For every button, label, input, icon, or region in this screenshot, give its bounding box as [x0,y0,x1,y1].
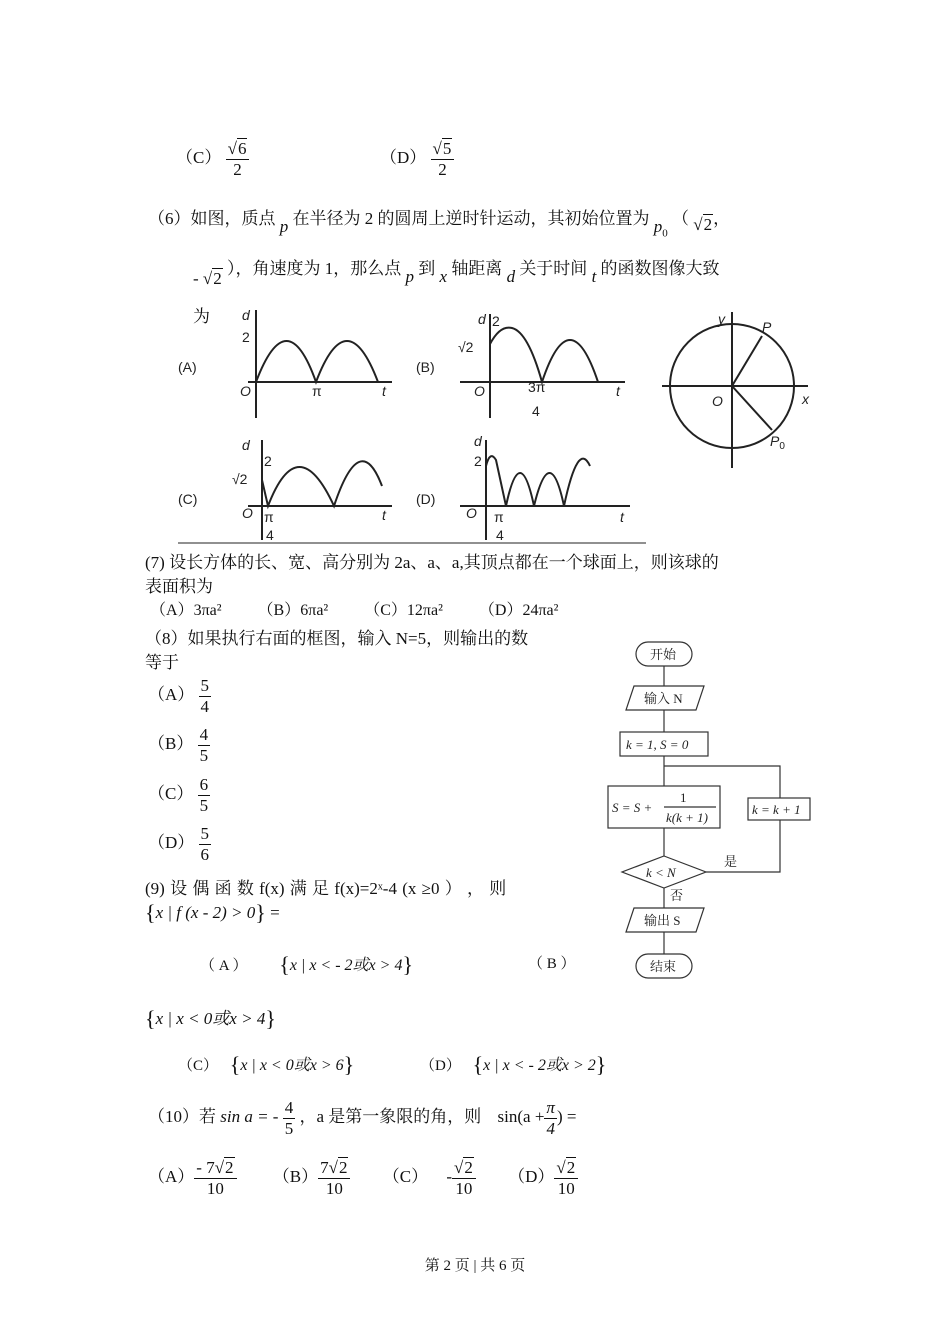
q7-option-a: （A）3πa² [150,602,222,619]
q6-text: 关于时间 [519,259,588,278]
graph-b-ytick: 2 [492,313,500,329]
graph-c-xtick-num: π [264,509,274,525]
circle-p0-label: $P_0$ [770,433,785,452]
q7-option-b: （B）6πa² [257,602,329,619]
denominator: 2 [438,159,447,179]
graph-b-xaxis: t [616,383,620,399]
graph-d-xtick-num: π [494,509,504,525]
q10-text: ，a 是第一象限的角，则 [299,1106,482,1126]
q9-line1: (9) 设 偶 函 数 f(x) 满 足 f(x)=2ˣ-4 (x ≥0 ） ， 则 [145,879,507,898]
q10-option-c: （C） - $\frac{√2}{10}$ [383,1167,476,1186]
q10-option-b: （B） $\frac{7√2}{10}$ [273,1167,351,1186]
q9-option-c: （C） {x | x < 0或x > 6} [178,1052,355,1077]
q8-line2: 等于 [145,653,179,672]
q8-option-a: （A） $\frac{5}{4}$ [148,676,210,716]
q9-option-b-label: （ B ） [528,956,576,972]
circle-figure [660,308,820,468]
numerator: 6 [237,139,247,158]
circle-x-label: x [802,391,809,407]
graph-d-label: (D) [416,491,436,507]
q7-line2: 表面积为 [145,577,213,596]
denominator: 2 [233,159,242,179]
q8-option-c: （C） $\frac{6}{5}$ [148,775,209,815]
var-t: t [591,267,597,286]
circle-origin-label: O [712,393,723,409]
graph-b-ytick2: √2 [458,339,474,355]
flow-no-label: 否 [670,888,684,903]
graph-a-xaxis: t [382,383,386,399]
q8-option-d: （D） $\frac{5}{6}$ [148,824,210,864]
flow-increment-text: k = k + 1 [752,802,801,817]
q10-line: （10）若 sin a = - $\frac{4}{5}$ ，a 是第一象限的角，则 sin(a + $\frac{\pi}{4}$ ) = [148,1098,577,1138]
flow-init-text: k = 1, S = 0 [626,737,689,752]
var-p0: $p_0$ [653,217,668,240]
q6-line2 [193,254,720,288]
q8-option-b: （B） $\frac{4}{5}$ [148,725,209,765]
q6-text: 到 [418,259,436,278]
neg-sqrt-2: - √2 [193,269,222,288]
flow-yes-label: 是 [724,854,738,869]
graph-b-label: (B) [416,359,435,375]
graph-c-xaxis: t [382,507,386,523]
q9-option-d: （D） {x | x < - 2或x > 2} [420,1052,607,1077]
numerator: 5 [442,139,452,158]
q7-options [150,597,558,620]
graph-d-origin: O [466,505,477,521]
q6-text: 的函数图像大致 [600,259,720,278]
equals: = [270,903,280,922]
q10-sin-a: sin a = - [220,1106,279,1126]
graph-a-ylabel: d [242,307,250,323]
graph-c-ytick: 2 [264,453,272,469]
graph-a-label: (A) [178,359,197,375]
var-d: d [506,267,516,286]
q10-option-a: （A） $\frac{- 7√2}{10}$ [148,1167,237,1186]
var-x: x [439,267,448,286]
q10-option-d: （D） $\frac{√2}{10}$ [508,1167,578,1186]
graph-b-ylabel: d [478,311,486,327]
flowchart [600,636,820,986]
fraction: $\frac{4}{5}$ [284,1098,294,1138]
q6-text: 轴距离 [451,259,503,278]
flow-input-text: 输入 N [644,691,683,706]
graph-b-xtick-den: 4 [532,403,540,419]
page-footer: 第 2 页 | 共 6 页 [424,1258,526,1274]
q8-line1: （8）如果执行右面的框图，输入 N=5，则输出的数 [145,629,529,648]
option-label: （C） [176,147,222,167]
q10-text: （10）若 [148,1106,216,1126]
flow-output-text: 输出 S [644,913,681,928]
graph-c-ytick2: √2 [232,471,248,487]
option-d-top [380,139,454,179]
graph-d-xtick-den: 4 [496,527,504,543]
circle-y-label: y [718,311,725,327]
graph-d-xaxis: t [620,509,624,525]
flow-update-den: k(k + 1) [666,810,708,825]
q6-line1: （6）如图，质点 p 在半径为 2 的圆周上逆时针运动，其初始位置为 $p_0$ （ √2， [148,209,731,240]
var-p: p [405,267,415,286]
q10-options [148,1158,578,1198]
q7-option-d: （D）24πa² [478,602,559,619]
fraction: $\frac{√6}{2}$ [226,139,250,179]
q6-line3: 为 [193,307,210,326]
option-c-top [176,139,249,179]
paren: （ [672,209,689,228]
flow-start-text: 开始 [650,647,677,662]
graph-a-origin: O [240,383,251,399]
graph-d-ylabel: d [474,433,482,449]
graph-a-ytick: 2 [242,329,250,345]
graph-d-ytick: 2 [474,453,482,469]
graph-c-xtick-den: 4 [266,527,274,543]
q7-line1: (7) 设长方体的长、宽、高分别为 2a、a、a,其顶点都在一个球面上，则该球的 [145,553,719,572]
graph-b-xtick-num: 3π [528,379,546,395]
q9-set-line [145,900,280,926]
flow-condition-text: k < N [646,865,676,880]
option-label: （D） [380,147,427,167]
var-p: p [279,217,289,236]
q6-text: （6）如图，质点 [148,209,276,228]
q9-option-a: （ A ） {x | x < - 2或x > 4} [200,952,414,977]
graph-a-xtick: π [312,383,322,399]
q9-option-b-set: {x | x < 0或x > 4} [145,1006,276,1031]
q6-text: 在半径为 2 的圆周上逆时针运动，其初始位置为 [292,209,650,228]
q6-text: ），角速度为 1，那么点 [227,259,402,278]
graph-c-ylabel: d [242,437,250,453]
circle-p-label: P [762,319,772,335]
fraction: $\frac{√5}{2}$ [431,139,455,179]
graph-b-origin: O [474,383,485,399]
graph-c-label: (C) [178,491,198,507]
flow-update-text: S = S + [612,800,653,815]
q10-expr: sin(a + [497,1106,545,1126]
q9-set: {x | f (x - 2) > 0} [145,900,266,925]
fraction: $\frac{\pi}{4}$ [546,1098,555,1138]
graph-c-origin: O [242,505,253,521]
q7-option-c: （C）12πa² [364,602,443,619]
flow-update-num: 1 [680,790,687,805]
flow-end-text: 结束 [650,959,677,974]
q6-graphs-figure [170,300,650,545]
sqrt-2: √2 [693,215,713,234]
